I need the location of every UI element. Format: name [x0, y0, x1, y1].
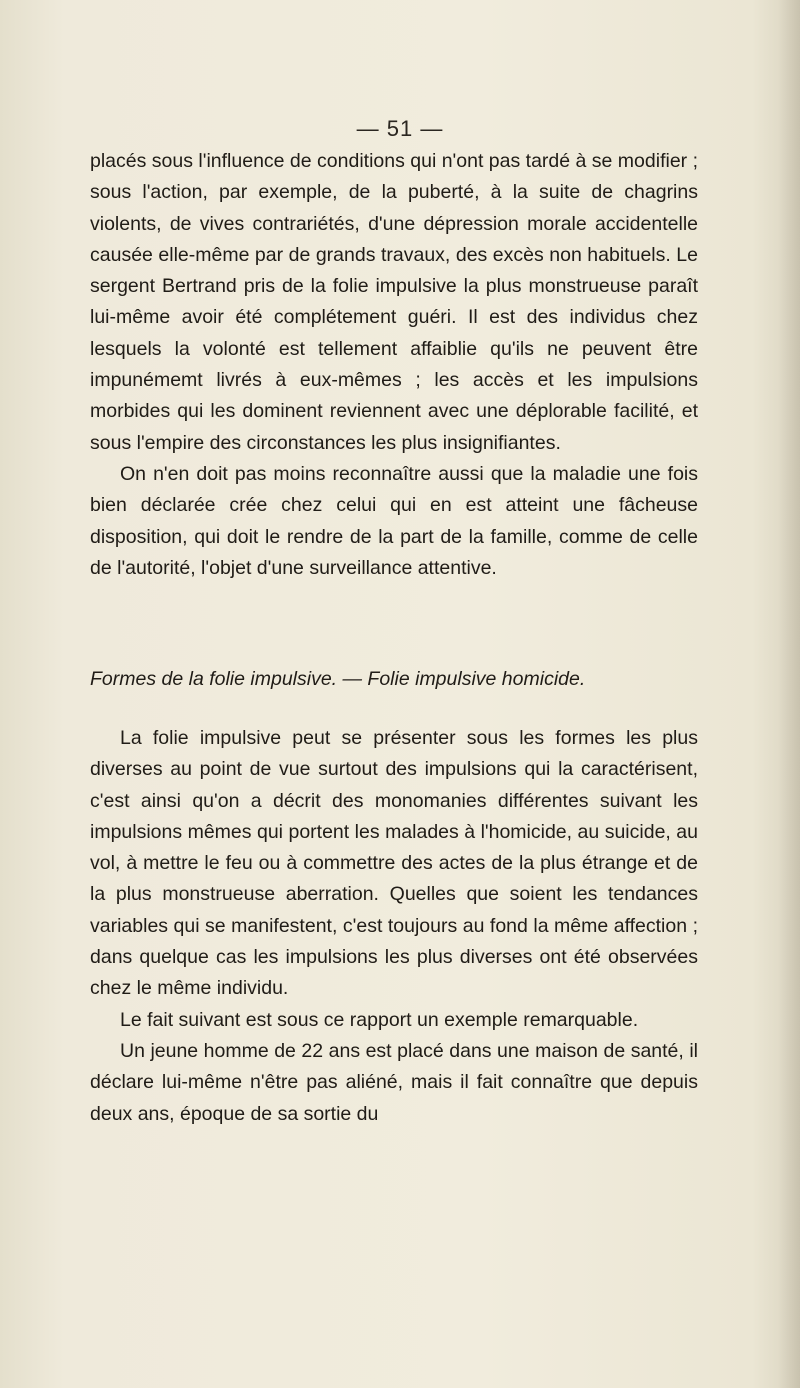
paragraph: La folie impulsive peut se présenter sous les formes les plus diverses au point de vue surtout des impulsions qui la caractérisent, c'est ainsi qu'on a décrit des monomanies différentes suivant les impulsions mêmes qui portent les malades à l'homicide, au suicide, au vol, à mettre le feu ou à commettre des actes de la plus étrange et de la plus monstrueuse aberration. Quelles que soient les tendances variables qui se manifestent, c'est toujours au fond la même affection ; dans quelque cas les impulsions les plus diverses ont été observées chez le même individu.: [90, 727, 698, 1000]
text-section-1: [90, 146, 698, 584]
text-section-2: [90, 723, 698, 1130]
paragraph: Un jeune homme de 22 ans est placé dans une maison de santé, il déclare lui-même n'être pas aliéné, mais il fait connaître que depuis deux ans, époque de sa sortie du: [90, 1039, 698, 1125]
paragraph: placés sous l'influence de conditions qui n'ont pas tardé à se modifier ; sous l'action, par exemple, de la puberté, à la suite de chagrins violents, de vives contrariétés, d'une dépression morale accidentelle causée elle-même par de grands travaux, des excès non habituels. Le sergent Bertrand pris de la folie impulsive la plus monstrueuse paraît lui-même avoir été complétement guéri. Il est des individus chez lesquels la volonté est tellement affaiblie qu'ils ne peuvent être impunémemt livrés à eux-mêmes ; les accès et les impulsions morbides qui les dominent reviennent avec une déplorable facilité, et sous l'empire des circonstances les plus insignifiantes.: [90, 150, 698, 454]
paragraph: Le fait suivant est sous ce rapport un exemple remarquable.: [120, 1008, 639, 1031]
page-edge-shadow: [778, 0, 800, 1388]
paragraph: On n'en doit pas moins reconnaître aussi que la maladie une fois bien déclarée crée chez celui qui en est atteint une fâcheuse disposition, qui doit le rendre de la part de la famille, comme de celle de l'autorité, l'objet d'une surveillance attentive.: [90, 462, 698, 579]
section-heading: Formes de la folie impulsive. — Folie impulsive homicide.: [90, 668, 586, 690]
page-number: — 51 —: [356, 116, 444, 141]
